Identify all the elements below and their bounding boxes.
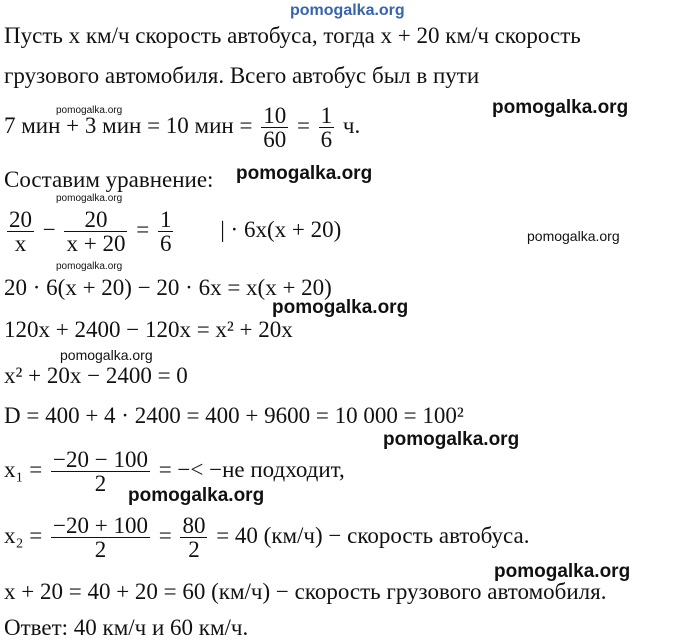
fraction-numerator: 1 xyxy=(159,207,172,232)
equation-fractions xyxy=(4,208,341,255)
fraction-denominator: 6 xyxy=(320,127,333,152)
fraction-numerator: −20 − 100 xyxy=(53,447,148,472)
fraction-denominator: 2 xyxy=(51,537,150,561)
text-line-2: грузового автомобиля. Всего автобус был в пути xyxy=(4,63,480,88)
equals-sign: = xyxy=(296,112,310,138)
fraction-1-6 xyxy=(319,104,335,151)
multiplier-note: | · 6x(x + 20) xyxy=(220,216,342,242)
watermark-top: pomogalka.org xyxy=(290,2,405,19)
fraction-numerator: 20 xyxy=(9,207,32,232)
text-line-12: x + 20 = 40 + 20 = 60 (км/ч) − скорость грузового автомобиля. xyxy=(4,579,607,604)
fraction-numerator: 10 xyxy=(263,103,287,128)
answer-line: Ответ: 40 км/ч и 60 км/ч. xyxy=(4,615,249,640)
time-equation xyxy=(4,104,360,151)
fraction-numerator: 80 xyxy=(182,513,206,538)
equals-sign: = xyxy=(136,216,150,242)
watermark-small-2: pomogalka.org xyxy=(56,193,123,204)
fraction-denominator: x + 20 xyxy=(66,231,126,256)
watermark-big-3: pomogalka.org xyxy=(272,297,409,318)
fraction-denominator: x xyxy=(7,231,34,255)
fraction-x2 xyxy=(51,514,150,561)
time-sum: 7 мин + 3 мин = 10 мин = xyxy=(4,112,253,138)
fraction-20-x xyxy=(7,208,34,255)
text-line-7: 120x + 2400 − 120x = x² + 20x xyxy=(4,317,293,342)
watermark-big-1: pomogalka.org xyxy=(492,97,629,118)
equals-sign: = xyxy=(158,522,172,548)
text-line-1: Пусть x км/ч скорость автобуса, тогда x + 20 км/ч скорость xyxy=(4,23,581,48)
text-line-6: 20 · 6(x + 20) − 20 · 6x = x(x + 20) xyxy=(4,275,332,300)
x1-result: = −< −не подходит, xyxy=(158,456,345,482)
root-x2 xyxy=(4,514,529,561)
watermark-mid-1: pomogalka.org xyxy=(527,228,620,244)
text-line-9: D = 400 + 4 · 2400 = 400 + 9600 = 10 000 = 100² xyxy=(4,403,464,428)
fraction-numerator: 1 xyxy=(320,103,333,128)
fraction-numerator: 20 xyxy=(84,207,108,232)
watermark-mid-2: pomogalka.org xyxy=(60,347,153,363)
fraction-10-60 xyxy=(261,104,288,151)
fraction-numerator: −20 + 100 xyxy=(53,513,148,538)
fraction-denominator: 60 xyxy=(263,127,287,152)
fraction-denominator: 2 xyxy=(180,537,207,561)
watermark-big-5: pomogalka.org xyxy=(128,485,265,506)
x2-result: = 40 (км/ч) − скорость автобуса. xyxy=(216,522,530,548)
watermark-big-2: pomogalka.org xyxy=(236,163,373,184)
x1-label: x₁ = xyxy=(4,456,43,482)
fraction-denominator: 6 xyxy=(159,231,172,256)
unit-hours: ч. xyxy=(342,112,361,138)
watermark-small-1: pomogalka.org xyxy=(56,105,123,116)
minus-sign: − xyxy=(42,216,56,242)
watermark-big-4: pomogalka.org xyxy=(383,429,520,450)
x2-label: x₂ = xyxy=(4,522,43,548)
watermark-big-6: pomogalka.org xyxy=(494,561,631,582)
text-line-8: x² + 20x − 2400 = 0 xyxy=(4,363,188,388)
fraction-1-6-b xyxy=(158,208,174,255)
fraction-denominator: 2 xyxy=(51,471,150,495)
fraction-80-2 xyxy=(180,514,207,561)
watermark-small-3: pomogalka.org xyxy=(56,261,123,272)
text-line-4: Составим уравнение: xyxy=(4,167,214,192)
fraction-20-x-plus-20 xyxy=(64,208,127,255)
